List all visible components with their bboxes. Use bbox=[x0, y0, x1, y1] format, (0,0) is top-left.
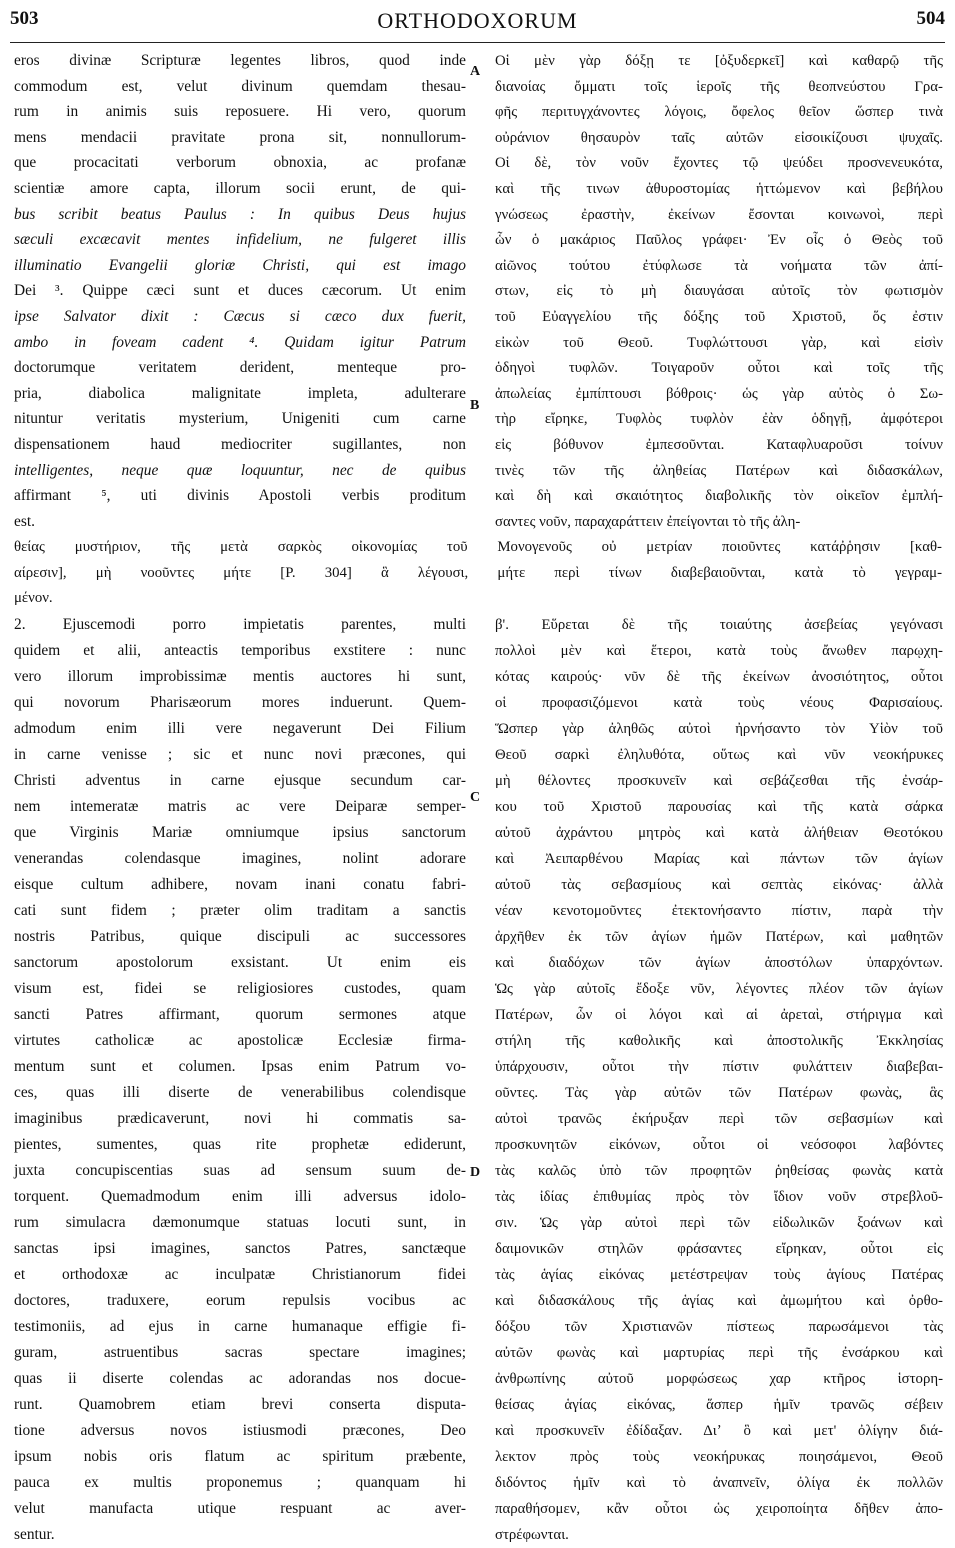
latin-text-line: admodum enim illi vere negaverunt Dei Filium bbox=[14, 720, 466, 737]
latin-text-line: in carne venisse ; sic et nunc novi præcones, qui bbox=[14, 746, 466, 763]
latin-text-line: que procacitati verborum obnoxia, ac profanæ bbox=[14, 154, 466, 172]
greek-text-line: στήλη τῆς καθολικῆς καὶ ἀποστολικῆς Ἐκκλησίας bbox=[495, 1033, 943, 1049]
latin-text-line: tione adversus novos istiusmodi præcones, Deo bbox=[14, 1422, 466, 1439]
latin-text-line: ces, quas illi diserte de venerabilibus colendisque bbox=[14, 1084, 466, 1101]
latin-text-line: torquent. Quemadmodum enim illi adversus idolo- bbox=[14, 1188, 466, 1205]
latin-text-line: bus scribit beatus Paulus : In quibus Deus hujus bbox=[14, 205, 466, 223]
latin-text-line: visum est, fidei se religiosiores custodes, quam bbox=[14, 980, 466, 997]
greek-text-line: δόξου τῶν Χριστιανῶν πίστεως παρωσάμενοι τὰς bbox=[495, 1319, 943, 1335]
latin-text-line: dispensationem haud mediocriter sugillantes, non bbox=[14, 436, 466, 453]
greek-text-line: ὁδηγοὶ τυφλῶν. Τοιγαροῦν οὗτοι καὶ τοῖς τῆς bbox=[495, 360, 943, 377]
greek-text-line: εἰς βόθυνον ἐμπεσοῦνται. Καταφλυαροῦσι τοίνυν bbox=[495, 437, 943, 453]
greek-text-line: γνώσεως ἐραστὴν, ἐκείνων ἔσονται κοινωνοὶ, περὶ bbox=[495, 206, 943, 223]
greek-text-line: σαντες νοῦν, παραχαράττειν ἐπείγονται τὸ τῆς ἀλη- bbox=[495, 513, 801, 530]
greek-text-line: τὰς καλῶς ὑπὸ τῶν προφητῶν ῥηθείσας φωνὰς κατὰ bbox=[495, 1163, 943, 1179]
latin-text-line: virtutes catholicæ ac apostolicæ Ecclesiæ firma- bbox=[14, 1032, 466, 1049]
greek-text-line: προσκυνητῶν εἰκόνων, οὗτοι οἱ νεόσοφοι λαβόντες bbox=[495, 1137, 943, 1153]
greek-text-line: ὑπάρχουσιν, οὗτοι τὴν πίστιν φυλάττειν διαβεβαι- bbox=[495, 1059, 943, 1075]
latin-text-line: juxta concupiscentias suas ad sensum suum de- bbox=[14, 1162, 466, 1179]
greek-text-line: παραθήσομεν, κἂν οὗτοι ὡς χειροποίητα δῆθεν ἀπο- bbox=[495, 1501, 943, 1517]
latin-text-line: mens mendacii pravitate prona sit, nonnullorum- bbox=[14, 128, 466, 146]
latin-text-line: eros divinæ Scripturæ legentes libros, quod inde bbox=[14, 52, 466, 69]
greek-text-line: σιν. Ὡς γὰρ αὐτοὶ περὶ τῶν εἰδωλικῶν ξοάνων καὶ bbox=[495, 1215, 943, 1231]
greek-text-line: στρέφωνται. bbox=[495, 1527, 569, 1543]
latin-text-line: sanctas ipsi imagines, sanctos Patres, sanctæque bbox=[14, 1240, 466, 1257]
latin-text-line: quidem et alii, anteactis temporibus exstitere : nunc bbox=[14, 642, 466, 659]
latin-text-line: guram, astruentibus sacras spectare imagines; bbox=[14, 1344, 466, 1361]
greek-text-line: τὰς ἰδίας ἐπιθυμίας πρὸς τὸν ἴδιον νοῦν στρεβλοῦ- bbox=[495, 1189, 943, 1205]
section-marker: C bbox=[470, 790, 481, 805]
greek-text-line: Ὥσπερ γὰρ ἀληθῶς αὐτοὶ ἠρνήσαντο τὸν Υἱὸν τοῦ bbox=[495, 721, 943, 737]
latin-text-line: vero illorum improbissimæ mentis auctores hi sunt, bbox=[14, 668, 466, 685]
running-header bbox=[10, 6, 945, 43]
full-width-line: θείας μυστήριον, τῆς μετὰ σαρκὸς οἰκονομίας τοῦ Μονογενοῦς οὐ μετρίαν ποιοῦντες κατάῤῥησιν [καθ- bbox=[14, 539, 942, 555]
latin-text-line: intelligentes, neque quæ loquuntur, nec de quibus bbox=[14, 461, 466, 479]
latin-text-line: qui novorum Pharisæorum mores induerunt. Quem- bbox=[14, 694, 466, 711]
section-marker: D bbox=[470, 1165, 481, 1180]
latin-text-line: sanctorum apostolorum exsistant. Ut enim eis bbox=[14, 954, 466, 971]
greek-text-line: θείσας ἁγίας εἰκόνας, ἅσπερ ἡμῖν τρανῶς σέβειν bbox=[495, 1397, 943, 1413]
greek-text-line: καὶ διδασκάλους τῆς ἁγίας καὶ ἀμωμήτου καὶ ὀρθο- bbox=[495, 1293, 943, 1309]
latin-text-line: doctorumque veritatem derident, menteque pro- bbox=[14, 359, 466, 377]
greek-text-line: μὴ θέλοντες προσκυνεῖν καὶ σεβάζεσθαι τῆς ἐνσάρ- bbox=[495, 773, 943, 789]
latin-text-line: affirmant ⁵, uti divinis Apostoli verbis proditum bbox=[14, 487, 466, 505]
greek-text-line: αὐτῶν φωνὰς καὶ μαρτυρίας περὶ τῆς ἐνσάρκου καὶ bbox=[495, 1345, 943, 1361]
greek-text-line: δαιμονικῶν στηλῶν φράσαντες εἴρηκαν, οὗτοι εἰς bbox=[495, 1241, 943, 1257]
greek-text-line: διανοίας ὄμματι τοῖς ἱεροῖς τῆς θεοπνεύστου Γρα- bbox=[495, 78, 943, 95]
greek-text-line: καὶ τῆς τινων ἀθυροστομίας ἡττώμενον καὶ βεβήλου bbox=[495, 181, 943, 197]
latin-text-line: illuminatio Evangelii gloriæ Christi, qui est imago bbox=[14, 256, 466, 274]
greek-text-line: εἰκὼν τοῦ Θεοῦ. Τυφλώττουσι γὰρ, καὶ εἰσὶν bbox=[495, 334, 943, 351]
full-width-line: αίρεσιν], μὴ νοοῦντες μήτε [P. 304] ἃ λέγουσι, μήτε περὶ τίνων διαβεβαιοῦνται, κατὰ τὸ γεγραμ- bbox=[14, 564, 943, 581]
latin-text-line: sæculi excæcavit mentes infidelium, ne fulgeret illis bbox=[14, 231, 466, 249]
latin-text-line: cati sunt fidem ; præter olim traditam a sanctis bbox=[14, 902, 466, 919]
latin-text-line: Christi adventus in carne ejusque secundum car- bbox=[14, 772, 466, 789]
greek-text-line: κότας καιρούς· νῦν δὲ τῆς ἐκείνων ἀνοσιότητος, οὗτοι bbox=[495, 669, 943, 685]
latin-text-line: sentur. bbox=[14, 1526, 55, 1543]
latin-text-line: que Virginis Mariæ omniumque ipsius sanctorum bbox=[14, 824, 466, 841]
greek-text-line: κου τοῦ Χριστοῦ παρουσίας καὶ τῆς κατὰ σάρκα bbox=[495, 799, 943, 815]
greek-text-line: νέαν κενοτομοῦντες ἐτεκτονήσαντο πίστιν, παρὰ τὴν bbox=[495, 903, 943, 919]
latin-text-line: nostris Patribus, quique discipuli ac successores bbox=[14, 928, 466, 945]
greek-text-line: καὶ Ἀειπαρθένου Μαρίας καὶ πάντων τῶν ἁγίων bbox=[495, 851, 943, 867]
greek-text-line: οἱ προφασιζόμενοι κατὰ τοὺς νέους Φαρισαίους. bbox=[495, 695, 943, 711]
page-number-left: 503 bbox=[10, 8, 39, 29]
latin-text-line: est. bbox=[14, 512, 35, 530]
section-marker: B bbox=[470, 398, 480, 413]
latin-text-line: doctores, traduxere, eorum repulsis vocibus ac bbox=[14, 1292, 466, 1309]
section-marker: A bbox=[470, 64, 481, 79]
greek-text-line: τὴρ εἴρηκε, Τυφλὸς τυφλὸν ἐὰν ὁδηγῇ, ἀμφότεροι bbox=[495, 411, 943, 428]
latin-text-line: runt. Quamobrem etiam brevi conserta disputa- bbox=[14, 1396, 466, 1413]
greek-text-line: λεκτον πρὸς τοὺς νεοκήρυκας ποιησάμενοι, Θεοῦ bbox=[495, 1449, 943, 1465]
greek-text-line: αἰῶνος τούτου ἐτύφλωσε τὰ νοήματα τῶν ἀπί- bbox=[495, 257, 943, 274]
latin-text-line: ipsum nobis oris flatum ac spiritum præbente, bbox=[14, 1448, 466, 1465]
latin-text-line: venerandas colendasque imagines, nolint adorare bbox=[14, 850, 466, 867]
page-number-right: 504 bbox=[916, 8, 945, 29]
latin-text-line: commodum est, velut divinum quemdam thesau- bbox=[14, 77, 466, 95]
latin-text-line: scientiæ amore capta, illorum socii erunt, de qui- bbox=[14, 180, 466, 197]
greek-text-line: Ὡς γὰρ αὐτοῖς ἔδοξε νῦν, λέγοντες πλέον τῶν ἁγίων bbox=[495, 981, 943, 997]
greek-text-line: οῦντες. Τὰς γὰρ αὐτῶν τῶν Πατέρων φωνὰς, ἃς bbox=[495, 1085, 943, 1101]
greek-text-line: τινὲς τῶν τῆς ἀληθείας Πατέρων καὶ διδασκάλων, bbox=[495, 462, 943, 479]
greek-text-line: ὧν ὁ μακάριος Παῦλος γράφει· Ἐν οἷς ὁ Θεὸς τοῦ bbox=[495, 232, 943, 249]
greek-text-line: οὐράνιον θησαυρὸν ταῖς αὐτῶν εἰσοικίζουσι ψυχαῖς. bbox=[495, 129, 943, 146]
latin-text-line: ipse Salvator dixit : Cæcus si cæco dux fuerit, bbox=[14, 308, 466, 325]
full-width-line: μένον. bbox=[14, 590, 53, 606]
greek-text-line: ἀπωλείας ἐμπίπτουσι βόθροις· ὡς γὰρ αὐτὸς ὁ Σω- bbox=[495, 385, 943, 402]
greek-text-line: καὶ προσκυνεῖν ἐδίδαξαν. Διʼ ὃ καὶ μετ' ὀλίγην διά- bbox=[495, 1423, 943, 1439]
latin-text-line: ambo in foveam cadent ⁴. Quidam igitur Patrum bbox=[14, 333, 466, 351]
latin-text-line: pauca ex multis proponemus ; quanquam hi bbox=[14, 1474, 466, 1491]
greek-text-line: στων, εἰς τὸ μὴ διαυγάσαι αὐτοῖς τὸν φωτισμὸν bbox=[495, 283, 943, 300]
greek-text-line: τοῦ Εὐαγγελίου τῆς δόξης τοῦ Χριστοῦ, ὅς ἐστιν bbox=[495, 309, 943, 325]
latin-text-line: pria, diabolica malignitate impleta, adulterare bbox=[14, 384, 466, 402]
greek-text-line: τὰς ἁγίας εἰκόνας μετέστρεψαν τοὺς ἁγίους Πατέρας bbox=[495, 1267, 943, 1283]
greek-text-line: ἀρχῆθεν ἐκ τῶν ἁγίων ἡμῶν Πατέρων, καὶ μαθητῶν bbox=[495, 929, 943, 945]
greek-text-line: Οἱ δὲ, τὸν νοῦν ἔχοντες τῷ ψεύδει προσνενευκότα, bbox=[495, 155, 943, 172]
latin-text-line: 2. Ejuscemodi porro impietatis parentes, multi bbox=[14, 616, 466, 633]
greek-text-line: αὐτοῦ τὰς σεβασμίους καὶ σεπτὰς εἰκόνας· ἀλλὰ bbox=[495, 877, 943, 893]
latin-text-line: quas ii diserte colendas ac adorandas nos docue- bbox=[14, 1370, 466, 1387]
greek-text-line: ἀνθρωπίνης αὐτοῦ μορφώσεως χαρ κτῆρος ἱστορη- bbox=[495, 1371, 943, 1387]
greek-text-line: αὐτοῦ ἀχράντου μητρὸς καὶ κατὰ ἀλήθειαν Θεοτόκου bbox=[495, 825, 943, 841]
greek-text-line: β'. Εὕρεται δὲ τῆς τοιαύτης ἀσεβείας γεγόνασι bbox=[495, 617, 943, 633]
running-title: ORTHODOXORUM bbox=[377, 8, 578, 33]
latin-text-line: sancti Patres affirmant, quorum sermones atque bbox=[14, 1006, 466, 1023]
latin-text-line: velut manufacta utique respuant ac aver- bbox=[14, 1500, 466, 1517]
latin-text-line: rum simulacra dæmonumque statuas locuti sunt, in bbox=[14, 1214, 466, 1231]
greek-text-line: καὶ διαδόχων τῶν ἁγίων ἀποστόλων ὑπαρχόντων. bbox=[495, 955, 943, 971]
latin-text-line: Dei ³. Quippe cæci sunt et duces cæcorum. Ut enim bbox=[14, 282, 466, 300]
greek-text-line: καὶ δὴ καὶ σκαιότητος διαβολικῆς τὸν οἰκεῖον ἐμπλή- bbox=[495, 488, 943, 505]
greek-text-line: διδόντος ἡμῖν καὶ τὸ ἀναπνεῖν, ὀλίγα ἐκ πολλῶν bbox=[495, 1475, 943, 1491]
greek-text-line: Πατέρων, ὧν οἱ λόγοι καὶ αἱ ἀρεταὶ, στήριγμα καὶ bbox=[495, 1007, 943, 1023]
latin-text-line: rum in animis suis reposuere. Hi vero, quorum bbox=[14, 103, 466, 121]
greek-text-line: αὐτοὶ τρανῶς ἐκήρυξαν περὶ τῶν σεβασμίων καὶ bbox=[495, 1111, 943, 1127]
latin-text-line: nituntur veritatis mysterium, Unigeniti cum carne bbox=[14, 410, 466, 428]
latin-text-line: testimoniis, ad ejus in carne humanaque effigie fi- bbox=[14, 1318, 466, 1335]
latin-text-line: nem intemeratæ matris ac vere Deiparæ semper- bbox=[14, 798, 466, 815]
latin-text-line: eisque cultum adhibere, novam inani conatu fabri- bbox=[14, 876, 466, 893]
greek-text-line: πολλοὶ μὲν καὶ ἕτεροι, κατὰ τοὺς ἄνωθεν παρῳχη- bbox=[495, 643, 943, 659]
latin-text-line: et orthodoxæ ac inculpatæ Christianorum fidei bbox=[14, 1266, 466, 1283]
greek-text-line: φῆς περιτυγχάνοντες λόγοις, ὄφελος θεῖον ὥσπερ τινὰ bbox=[495, 104, 943, 121]
latin-text-line: imaginibus prædicaverunt, novi hi commatis sa- bbox=[14, 1110, 466, 1127]
greek-text-line: Θεοῦ σαρκὶ ἐληλυθότα, οὕτως καὶ νῦν νεοκήρυκες bbox=[495, 747, 943, 763]
greek-text-line: Οἱ μὲν γὰρ δόξῃ τε [ὀξυδερκεῖ] καὶ καθαρῷ τῆς bbox=[495, 53, 943, 69]
latin-text-line: pientes, sumentes, quas rite prophetæ ediderunt, bbox=[14, 1136, 466, 1153]
latin-text-line: mentum sunt et columen. Ipsas enim Patrum vo- bbox=[14, 1058, 466, 1075]
